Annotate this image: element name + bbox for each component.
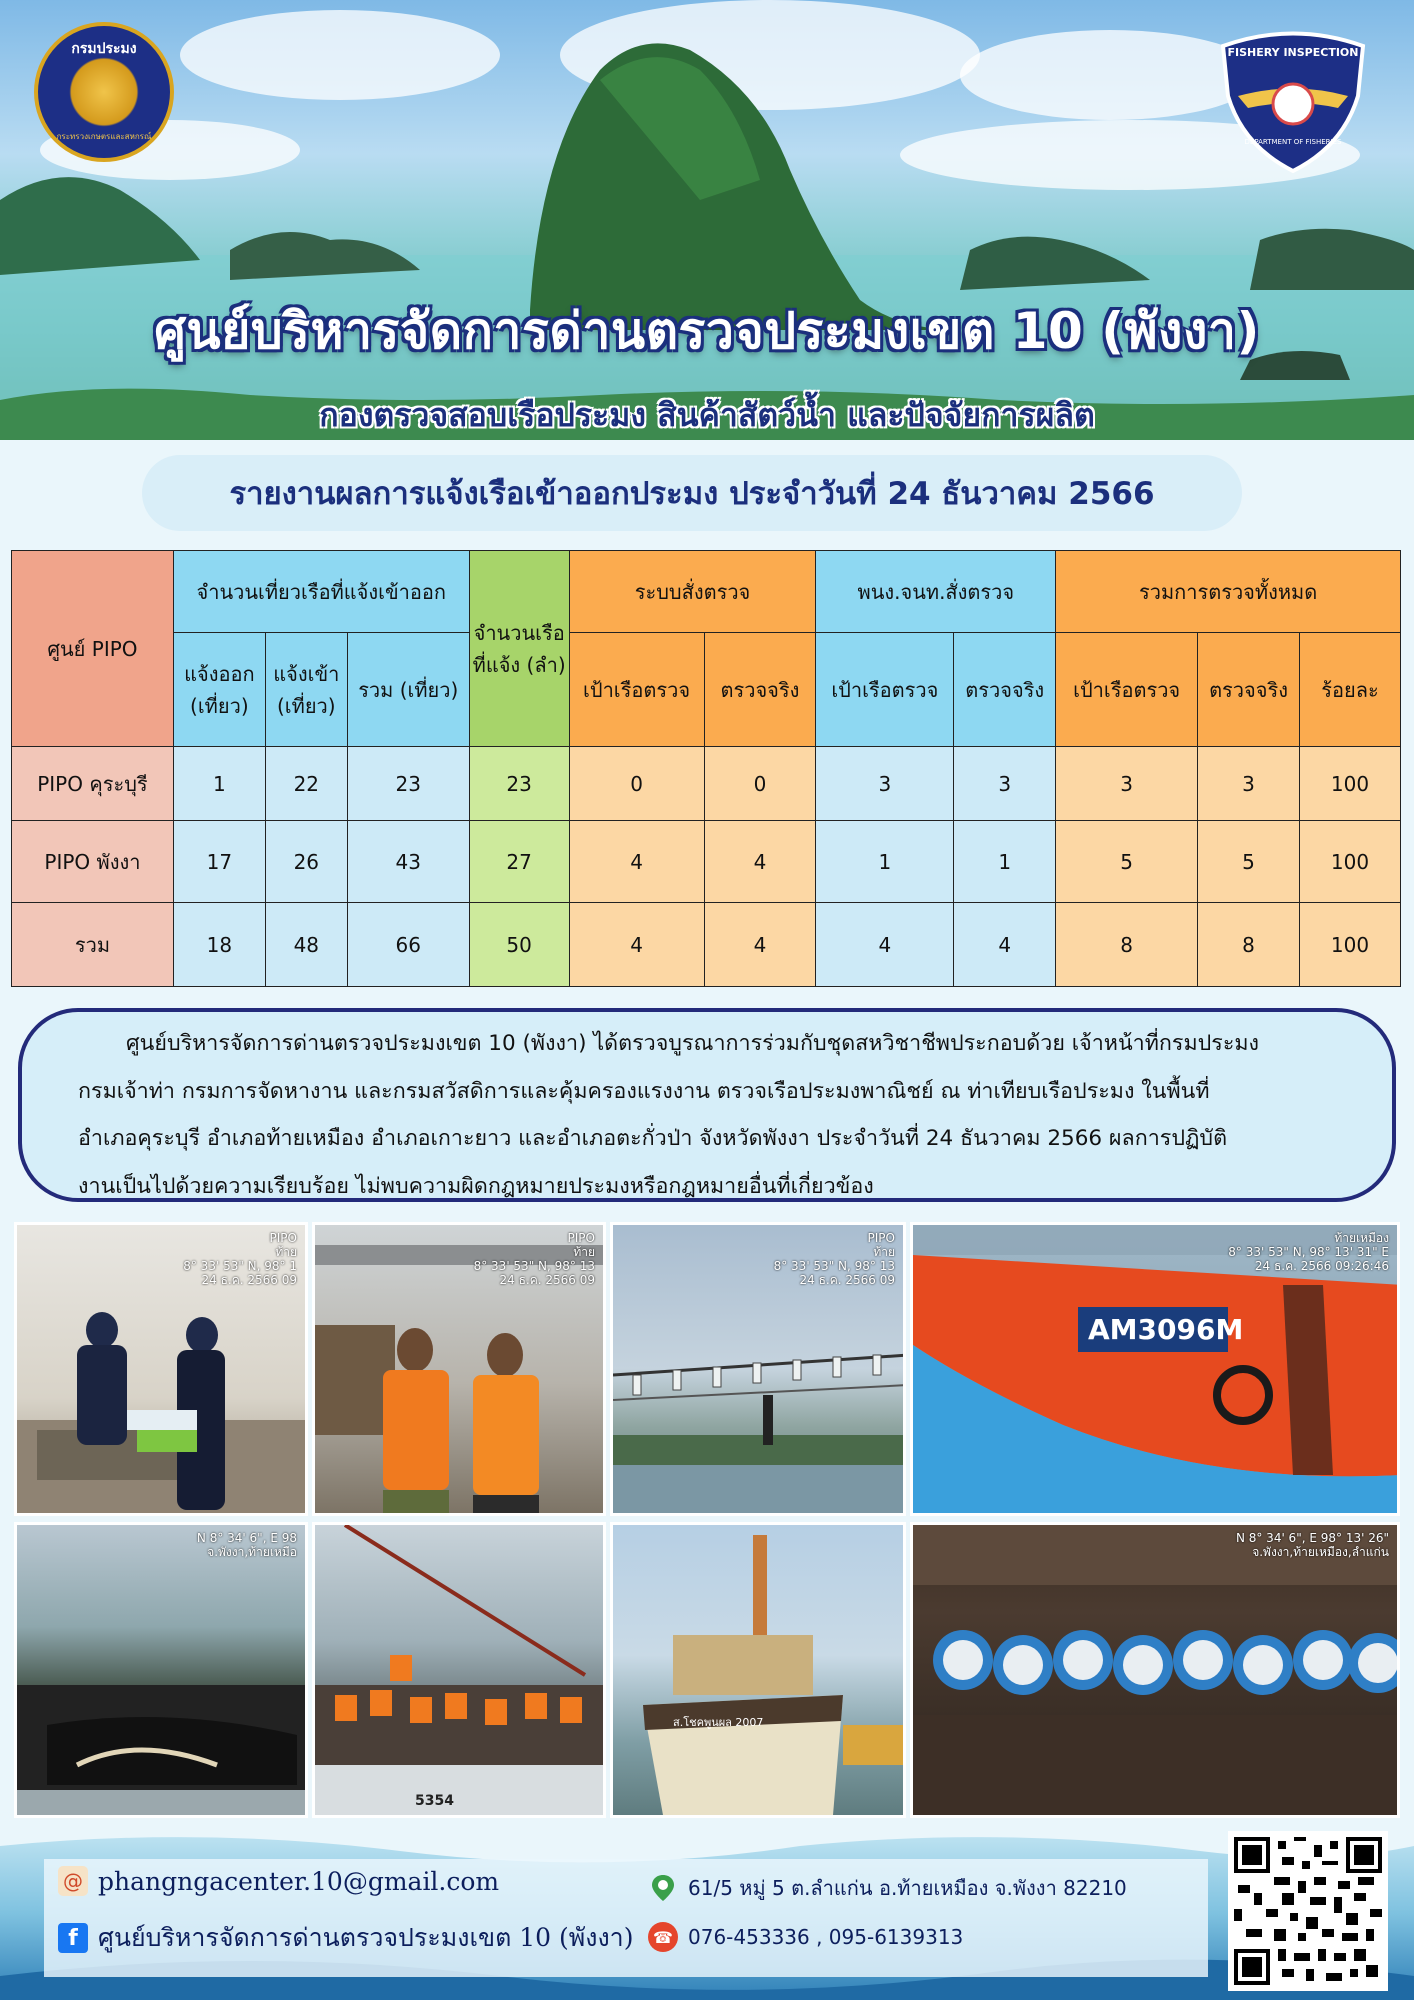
cell-sys-actual: 4 (704, 903, 816, 987)
cell-percent: 100 (1299, 903, 1400, 987)
cell-all-target: 8 (1056, 903, 1198, 987)
cell-out: 1 (173, 747, 265, 821)
header-trips: จำนวนเที่ยวเรือที่แจ้งเข้าออก (173, 551, 469, 633)
cell-all-actual: 8 (1198, 903, 1300, 987)
email-text: phangngacenter.10@gmail.com (98, 1866, 500, 1896)
cell-percent: 100 (1299, 821, 1400, 903)
cell-in: 26 (265, 821, 347, 903)
inspection-table (11, 550, 1401, 987)
cell-sys-actual: 4 (704, 821, 816, 903)
cell-off-target: 4 (816, 903, 954, 987)
description-line: กรมเจ้าท่า กรมการจัดหางาน และกรมสวัสดิการและคุ้มครองแรงงาน ตรวจเรือประมงพาณิชย์ ณ ท่าเทียบเรือประมง ในพื้นที่ (78, 1078, 1210, 1104)
photo-officers-inspecting (14, 1222, 308, 1516)
header-all-target: เป้าเรือตรวจ (1056, 633, 1198, 747)
cell-off-target: 3 (816, 747, 954, 821)
photo-boat-lights (610, 1222, 906, 1516)
fish-hold (913, 1525, 1400, 1818)
photo-grid (14, 1222, 1400, 1822)
header-off-target: เป้าเรือตรวจ (816, 633, 954, 747)
cell-off-actual: 3 (954, 747, 1056, 821)
cell-all-target: 3 (1056, 747, 1198, 821)
header-sys-target: เป้าเรือตรวจ (569, 633, 704, 747)
description-line: อำเภอคุระบุรี อำเภอท้ายเหมือง อำเภอเกาะยาว และอำเภอตะกั่วป่า จังหวัดพังงา ประจำวันที่ 24 ธันวาคม 2566 ผลการปฏิบัติ (78, 1126, 1228, 1151)
cell-total: 66 (347, 903, 469, 987)
badge-bottom-text: DEPARTMENT OF FISHERIES (1244, 138, 1342, 146)
cell-all-actual: 3 (1198, 747, 1300, 821)
photo-crew-members (312, 1222, 606, 1516)
cell-boats: 23 (469, 747, 569, 821)
boat-registration: AM3096M (1088, 1313, 1244, 1346)
seal-bottom-text: กระทรวงเกษตรและสหกรณ์ (56, 132, 152, 141)
cell-all-actual: 5 (1198, 821, 1300, 903)
photo-stamp: PIPO ท้าย 8° 33' 53" N, 98° 13 24 ธ.ค. 2566 09 (473, 1231, 595, 1287)
cell-in: 48 (265, 903, 347, 987)
cell-total: 43 (347, 821, 469, 903)
footer (0, 1826, 1414, 2000)
contact-facebook[interactable] (58, 1918, 633, 1958)
photo-stamp: PIPO ท้าย 8° 33' 53" N, 98° 13 24 ธ.ค. 2566 09 (773, 1231, 895, 1287)
photo-fishing-boat (610, 1522, 906, 1818)
table-row (12, 747, 1401, 821)
cell-percent: 100 (1299, 747, 1400, 821)
photo-stamp: N 8° 34' 6", E 98 จ.พังงา,ท้ายเหมือ (196, 1531, 297, 1559)
header-system: ระบบสั่งตรวจ (569, 551, 816, 633)
contact-address (648, 1872, 1127, 1904)
facebook-text: ศูนย์บริหารจัดการด่านตรวจประมงเขต 10 (พังงา) (98, 1923, 634, 1952)
table-row (12, 821, 1401, 903)
qr-pattern (1234, 1837, 1382, 1985)
header-boats: จำนวนเรือที่แจ้ง (ลำ) (469, 551, 569, 747)
phone-icon: ☎ (648, 1922, 678, 1952)
cell-center: PIPO คุระบุรี (12, 747, 174, 821)
contact-email[interactable] (58, 1866, 499, 1896)
page-title: ศูนย์บริหารจัดการด่านตรวจประมงเขต 10 (พังงา) (154, 302, 1260, 360)
header-banner (0, 0, 1414, 440)
report-title: รายงานผลการแจ้งเรือเข้าออกประมง ประจำวันที่ 24 ธันวาคม 2566 (142, 455, 1242, 531)
department-of-fisheries-seal (34, 22, 174, 162)
boat-number: 5354 (415, 1793, 454, 1809)
description-line: งานเป็นไปด้วยความเรียบร้อย ไม่พบความผิดกฎหมายประมงหรือกฎหมายอื่นที่เกี่ยวข้อง (78, 1173, 874, 1199)
header-center: ศูนย์ PIPO (12, 551, 174, 747)
header-officer: พนง.จนท.สั่งตรวจ (816, 551, 1056, 633)
address-text: 61/5 หมู่ 5 ต.ลำแก่น อ.ท้ายเหมือง จ.พังงา 82210 (688, 1876, 1127, 1900)
cell-boats: 50 (469, 903, 569, 987)
boat-bow (613, 1525, 906, 1818)
seal-top-text: กรมประมง (71, 41, 137, 57)
photo-crew-on-deck (312, 1522, 606, 1818)
cell-sys-target: 4 (569, 821, 704, 903)
cell-in: 22 (265, 747, 347, 821)
cell-total: 23 (347, 747, 469, 821)
phone-text: 076-453336 , 095-6139313 (688, 1925, 964, 1949)
table-row (12, 903, 1401, 987)
photo-fishing-nets (14, 1522, 308, 1818)
photo-stamp: N 8° 34' 6", E 98° 13' 26" จ.พังงา,ท้ายเหมือง,ลำแก่น (1235, 1531, 1389, 1559)
cell-sys-actual: 0 (704, 747, 816, 821)
header-trips-out: แจ้งออก (เที่ยว) (173, 633, 265, 747)
page-subtitle: กองตรวจสอบเรือประมง สินค้าสัตว์น้ำ และปัจจัยการผลิต (319, 396, 1095, 434)
email-icon: @ (58, 1866, 88, 1896)
cell-all-target: 5 (1056, 821, 1198, 903)
qr-code[interactable] (1228, 1831, 1388, 1991)
header-all: รวมการตรวจทั้งหมด (1056, 551, 1401, 633)
contact-phone[interactable] (648, 1922, 963, 1952)
header-all-actual: ตรวจจริง (1198, 633, 1300, 747)
cell-off-actual: 4 (954, 903, 1056, 987)
map-pin-icon (648, 1873, 678, 1903)
cell-out: 17 (173, 821, 265, 903)
header-percent: ร้อยละ (1299, 633, 1400, 747)
landscape-illustration (0, 0, 1414, 440)
photo-stamp: PIPO ท้าย 8° 33' 53" N, 98° 1 24 ธ.ค. 2566 09 (183, 1231, 297, 1287)
cell-off-target: 1 (816, 821, 954, 903)
description-line: ศูนย์บริหารจัดการด่านตรวจประมงเขต 10 (พังงา) ได้ตรวจบูรณาการร่วมกับชุดสหวิชาชีพประกอบด้วย เจ้าหน้าที่กรมประมง (126, 1031, 1260, 1056)
facebook-icon: f (58, 1923, 88, 1953)
photo-stamp: ท้ายเหมือง 8° 33' 53" N, 98° 13' 31" E 24 ธ.ค. 2566 09:26:46 (1228, 1231, 1389, 1273)
crew-deck (315, 1525, 606, 1818)
cell-center: รวม (12, 903, 174, 987)
nets-deck (17, 1525, 308, 1818)
cell-center: PIPO พังงา (12, 821, 174, 903)
cell-sys-target: 0 (569, 747, 704, 821)
header-sys-actual: ตรวจจริง (704, 633, 816, 747)
description-box (18, 1008, 1396, 1202)
boat-name: ส.โชคพูนผล 2007 (673, 1716, 764, 1729)
cell-out: 18 (173, 903, 265, 987)
header-off-actual: ตรวจจริง (954, 633, 1056, 747)
header-trips-in: แจ้งเข้า (เที่ยว) (265, 633, 347, 747)
badge-top-text: FISHERY INSPECTION (1227, 46, 1359, 59)
photo-boat-registration (910, 1222, 1400, 1516)
cell-off-actual: 1 (954, 821, 1056, 903)
header-trips-total: รวม (เที่ยว) (347, 633, 469, 747)
fishery-inspection-badge (1208, 26, 1378, 176)
cell-sys-target: 4 (569, 903, 704, 987)
photo-fish-hold (910, 1522, 1400, 1818)
cell-boats: 27 (469, 821, 569, 903)
